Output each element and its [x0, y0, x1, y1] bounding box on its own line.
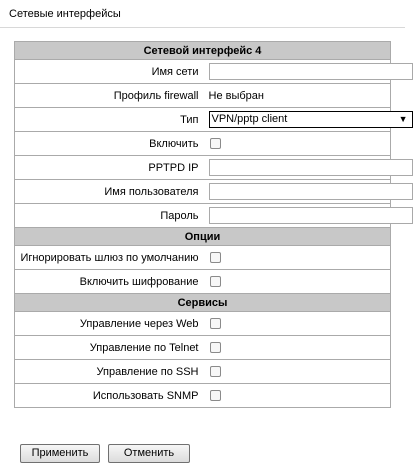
title-divider [0, 27, 405, 28]
username-label: Имя пользователя [15, 180, 203, 204]
web-checkbox[interactable] [210, 318, 221, 329]
web-label: Управление через Web [15, 312, 203, 336]
firewall-profile-label: Профиль firewall [15, 84, 203, 108]
row-web [15, 312, 391, 336]
row-telnet [15, 336, 391, 360]
enable-label: Включить [15, 132, 203, 156]
row-network-name [15, 60, 391, 84]
apply-button[interactable]: Применить [20, 444, 100, 463]
row-password [15, 204, 391, 228]
snmp-label: Использовать SNMP [15, 384, 203, 408]
row-enable-encryption [15, 270, 391, 294]
type-label: Тип [15, 108, 203, 132]
interface-settings-table [14, 41, 408, 408]
snmp-checkbox[interactable] [210, 390, 221, 401]
telnet-label: Управление по Telnet [15, 336, 203, 360]
cancel-button[interactable]: Отменить [108, 444, 190, 463]
firewall-profile-value: Не выбран [203, 84, 391, 108]
ssh-checkbox[interactable] [210, 366, 221, 377]
row-type [15, 108, 391, 132]
row-firewall-profile [15, 84, 391, 108]
pptpd-ip-label: PPTPD IP [15, 156, 203, 180]
section-header-interface: Сетевой интерфейс 4 [15, 42, 391, 60]
network-name-input[interactable] [209, 63, 413, 80]
section-header-services: Сервисы [15, 294, 391, 312]
enable-encryption-label: Включить шифрование [15, 270, 203, 294]
section-header-options: Опции [15, 228, 391, 246]
network-name-label: Имя сети [15, 60, 203, 84]
telnet-checkbox[interactable] [210, 342, 221, 353]
row-ssh [15, 360, 391, 384]
ssh-label: Управление по SSH [15, 360, 203, 384]
type-select-value: VPN/pptp client [211, 113, 288, 125]
password-label: Пароль [15, 204, 203, 228]
username-input[interactable] [209, 183, 413, 200]
password-input[interactable] [209, 207, 413, 224]
ignore-default-gw-checkbox[interactable] [210, 252, 221, 263]
row-ignore-default-gw [15, 246, 391, 270]
row-pptpd-ip [15, 156, 391, 180]
row-username [15, 180, 391, 204]
type-select[interactable] [209, 111, 413, 128]
triangle-down-icon: ▼ [398, 114, 408, 124]
row-snmp [15, 384, 391, 408]
pptpd-ip-input[interactable] [209, 159, 413, 176]
row-enable [15, 132, 391, 156]
enable-encryption-checkbox[interactable] [210, 276, 221, 287]
ignore-default-gw-label: Игнорировать шлюз по умолчанию [15, 246, 203, 270]
enable-checkbox[interactable] [210, 138, 221, 149]
page-title: Сетевые интерфейсы [9, 8, 121, 20]
